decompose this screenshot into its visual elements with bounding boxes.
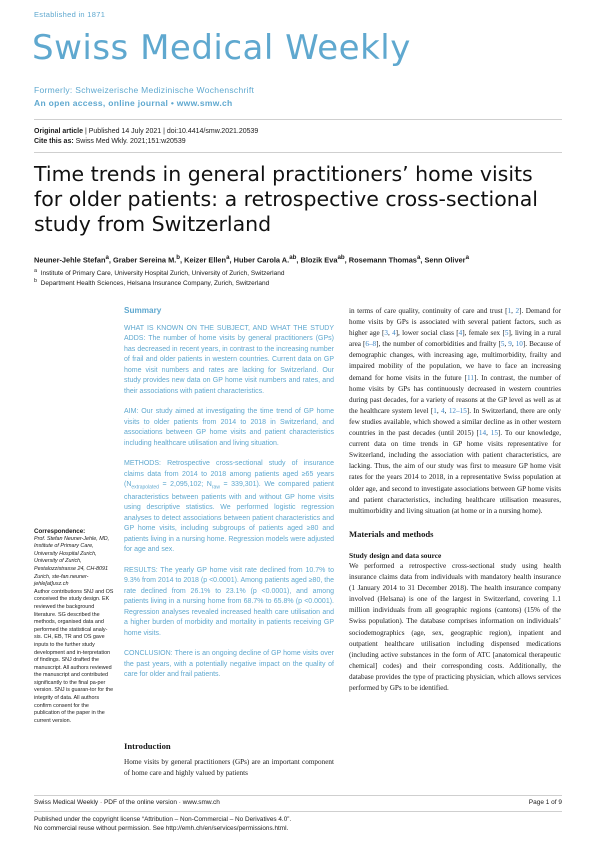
author: Neuner-Jehle Stefan: [34, 255, 106, 265]
author: Huber Carola A.: [233, 255, 290, 265]
body-text: ]. In Switzerland, there are only few studies available, which showed a similar decline as in other western countries in the past decades (until 2015) [: [349, 406, 562, 438]
publication-info: | Published 14 July 2021 | doi:10.4414/smw.2021.20539: [83, 128, 259, 135]
page-number: Page 1 of 9: [528, 799, 562, 806]
permissions-line: No commercial reuse without permission. See http://emh.ch/en/services/permissions.html.: [34, 824, 289, 832]
body-text: ], female sex [: [462, 329, 505, 338]
affiliation-text: Institute of Primary Care, University Hospital Zurich, University of Zurich, Switzerland: [40, 270, 285, 278]
reference-link[interactable]: 10: [515, 340, 523, 349]
summary-known: WHAT IS KNOWN ON THE SUBJECT, AND WHAT THE STUDY ADDS: The number of home visits by general practitioners (GPs) has decreased in recent years, in contrast to the increasing number of frail and older patients in western countries. Current data on GP home visit numbers and rates are lacking for Switzerland. Our study provides new data on GP home visit numbers and rates, and their associations with patient characteristics.: [124, 324, 334, 395]
author: Blozik Eva: [300, 255, 338, 265]
study-design-paragraph: We performed a retrospective cross-sectional study using health insurance claims data from individuals with mandatory health insurance (1 January 2014 to 31 December 2018). The health insurance company involved (Helsana) is one of the largest in Switzerland, covering 1.1 million individuals from all geographic regions (cantons) (15% of the Swiss population). The database comprises information on individuals’ sociodemographics (age, sex, geographic region), inpatient and outpatient healthcare utilisation including dispensed medications (including active substances in the form of ATC [anatomical therapeutic chemical] codes) and their corresponding costs. Additionally, the database provides the type of practicing physician, which allows services performed by GPs to be identified.: [349, 561, 561, 692]
study-design-heading: Study design and data source: [349, 550, 442, 560]
summary-methods: [124, 459, 334, 556]
body-text: ]. To our knowledge, current data on time trends in GP home visits representative for Switzerland, including the association with patient characteristics, are lacking. Thus, the aim of our study was first to measure GP home visit rates for the years 2014 to 2018, in a representative Swiss population at older age, and second to investigate associations between GP home visits and patient characteristics, including healthcare utilisation measures, multimorbidity and living situation (at home or in a nursing home).: [349, 429, 561, 515]
methods-text: = 2,095,102; N: [158, 481, 212, 488]
summary-results: RESULTS: The yearly GP home visit rate declined from 10.7% to 9.3% from 2014 to 2018 (p <0.0001). Among patients aged ≥80, the rate declined from 26.1% to 23.1% (p <0.0001), and among patients living in a nursing home from 68.7% to 65.8% (p <0.0001). Regression analyses revealed increased health care utilisation and a higher burden of morbidity and mortality in patients receiving GP home visits.: [124, 566, 334, 637]
cite-label: Cite this as:: [34, 138, 74, 145]
reference-link[interactable]: 2: [515, 307, 520, 315]
journal-masthead: Swiss Medical Weekly: [32, 28, 411, 68]
body-right-column: [349, 306, 561, 694]
body-text: ]. Demand for home visits by GPs is associated with several patient factors, such as higher age [: [349, 307, 562, 338]
summary-heading: Summary: [124, 306, 162, 315]
author-affiliation-mark: ab: [337, 254, 345, 261]
reference-link[interactable]: 11: [467, 373, 474, 382]
affiliation: [34, 268, 284, 277]
reference-link[interactable]: 4: [441, 406, 445, 415]
body-text: ], the number of comorbidities and frailty [: [376, 340, 501, 349]
author-affiliation-mark: a: [416, 254, 421, 261]
license-line: Published under the copyright license “Attribution – Non-Commercial – No Derivatives 4.0”.: [34, 816, 292, 823]
body-text: ,: [436, 406, 442, 415]
body-text: ,: [444, 406, 449, 415]
reference-link[interactable]: 12–15: [448, 406, 467, 415]
author-contributions: Author contributions SNJ and OS conceived the study design. EK reviewed the background literature. SG described the methods, organised data and performed the statistical analy-sis. CH, EB, TR and OS gave inputs to the further study development and in-terpretation of findings. SNJ drafted the manuscript. All authors reviewed the manuscript and contributed significantly to the final pa-per version. SNJ is guaran-tor for the integrity of data. All authors confirm consent for the publication of the paper in the current version.: [34, 588, 114, 724]
body-text: ], living in a rural area [: [349, 329, 561, 349]
article-title: Time trends in general practitioners’ home visits for older patients: a retrospective cross-sectional study from Switzerland: [34, 162, 539, 236]
methods-text: = 339,301). We compared patient characteristics between patients with and without GP home visits using descriptive statistics. We performed logistic regression analyses to detect associations between patient characteristics and GP home visits, including subgroups of patients aged ≥80 and patients living in a nursing home. Regression models were adjusted for age and sex.: [124, 481, 334, 554]
summary-conclusion: CONCLUSION: There is an ongoing decline of GP home visits over the past years, with a potentially negative impact on the quality of care for older and frail patients.: [124, 650, 334, 679]
article-meta: [34, 127, 258, 147]
formerly-line: Formerly: Schweizerische Medizinische Wochenschrift: [34, 85, 255, 95]
reference-link[interactable]: 14: [478, 429, 487, 438]
affiliation-mark: a: [34, 268, 38, 274]
intro-paragraph: [349, 306, 561, 517]
meta-rule: [34, 152, 562, 153]
open-access-line: An open access, online journal • www.smw.ch: [34, 98, 233, 108]
author: Graber Sereina M.: [113, 255, 177, 265]
author-affiliation-mark: a: [465, 254, 469, 261]
reference-link[interactable]: 3: [384, 329, 388, 338]
author-affiliation-mark: ab: [289, 254, 297, 261]
correspondence-address: Prof. Stefan Neuner-Jehle, MD, Institute of Primary Care, University Hospital Zurich, University of Zurich, Pestalozzistrasse 24, CH-8091 Zurich, ste-fan.neuner-jehle[at]usz.ch: [34, 535, 110, 588]
body-text: in terms of care quality, continuity of care and trust [: [349, 307, 508, 315]
body-text: ]. Because of demographic changes, with increasing age, multimorbidity, frailty and impaired mobility of the population, we have to face an increasing demand for home visits in the future [: [349, 340, 561, 382]
reference-link[interactable]: 5: [504, 329, 509, 338]
author: Keizer Ellen: [184, 255, 227, 265]
reference-link[interactable]: 5: [500, 340, 505, 349]
body-text: ,: [511, 307, 516, 315]
author-affiliation-mark: b: [176, 254, 181, 261]
introduction-text: Home visits by general practitioners (GPs) are an important component of home care and highly valued by patients: [124, 758, 334, 778]
reference-link[interactable]: 4: [392, 329, 396, 338]
affiliation-text: Department Health Sciences, Helsana Insurance Company, Zurich, Switzerland: [40, 280, 270, 288]
methods-subscript: extrapolated: [131, 484, 159, 491]
reference-link[interactable]: 9: [508, 340, 512, 349]
footer-rule: [34, 795, 562, 796]
introduction-heading: Introduction: [124, 741, 171, 751]
body-text: ]. In contrast, the number of home visits by GPs has continuously decreased in western countries during past decades, for a variety of reasons at the GP level as well as at the healthcare system level [: [349, 373, 561, 415]
citation: Swiss Med Wkly. 2021;151:w20539: [73, 138, 186, 145]
reference-link[interactable]: 15: [490, 429, 498, 438]
body-text: ,: [504, 340, 509, 349]
author: Senn Oliver: [424, 255, 466, 265]
affiliation: [34, 278, 269, 287]
body-text: ,: [387, 329, 393, 338]
header-rule: [34, 119, 562, 120]
reference-link[interactable]: 6–8: [365, 340, 377, 349]
methods-heading: Materials and methods: [349, 528, 434, 539]
correspondence-sidebar: [34, 528, 114, 725]
body-text: ,: [511, 340, 516, 349]
affiliation-mark: b: [34, 278, 38, 284]
methods-subscript: raw: [211, 484, 220, 491]
reference-link[interactable]: 1: [433, 406, 437, 415]
footer-rule-2: [34, 811, 562, 812]
author-list: Neuner-Jehle Stefan$^a$, Graber Sereina M.$^b$, Keizer Ellen$^a$, Huber Carola A.$^{ab}$, Blozik Eva$^{ab}$, Rosemann Thomas$^a$, Senn Oliver$^a$: [34, 254, 469, 265]
reference-link[interactable]: 4: [458, 329, 463, 338]
author-affiliation-mark: a: [226, 254, 230, 261]
footer-journal: Swiss Medical Weekly · PDF of the online version · www.smw.ch: [34, 799, 220, 806]
summary-section: [124, 306, 334, 691]
author: Rosemann Thomas: [348, 255, 417, 265]
article-type: Original article: [34, 128, 84, 135]
methods-text: METHODS: Retrospective cross-sectional study of insurance claims data from 2014 to 2018 among patients aged ≥65 years (N: [124, 460, 334, 488]
body-text: ], lower social class [: [395, 329, 459, 338]
license-notice: [34, 816, 291, 833]
reference-link[interactable]: 1: [507, 307, 512, 315]
established-line: Established in 1871: [34, 10, 106, 19]
body-text: ,: [486, 429, 491, 438]
correspondence-heading: Correspondence:: [34, 528, 86, 535]
summary-aim: AIM: Our study aimed at investigating the time trend of GP home visits to older patients from 2014 to 2018 in Switzerland, and associations between GP home visits and patient characteristics including healthcare utilisation and living situation.: [124, 408, 334, 447]
author-affiliation-mark: a: [105, 254, 109, 261]
